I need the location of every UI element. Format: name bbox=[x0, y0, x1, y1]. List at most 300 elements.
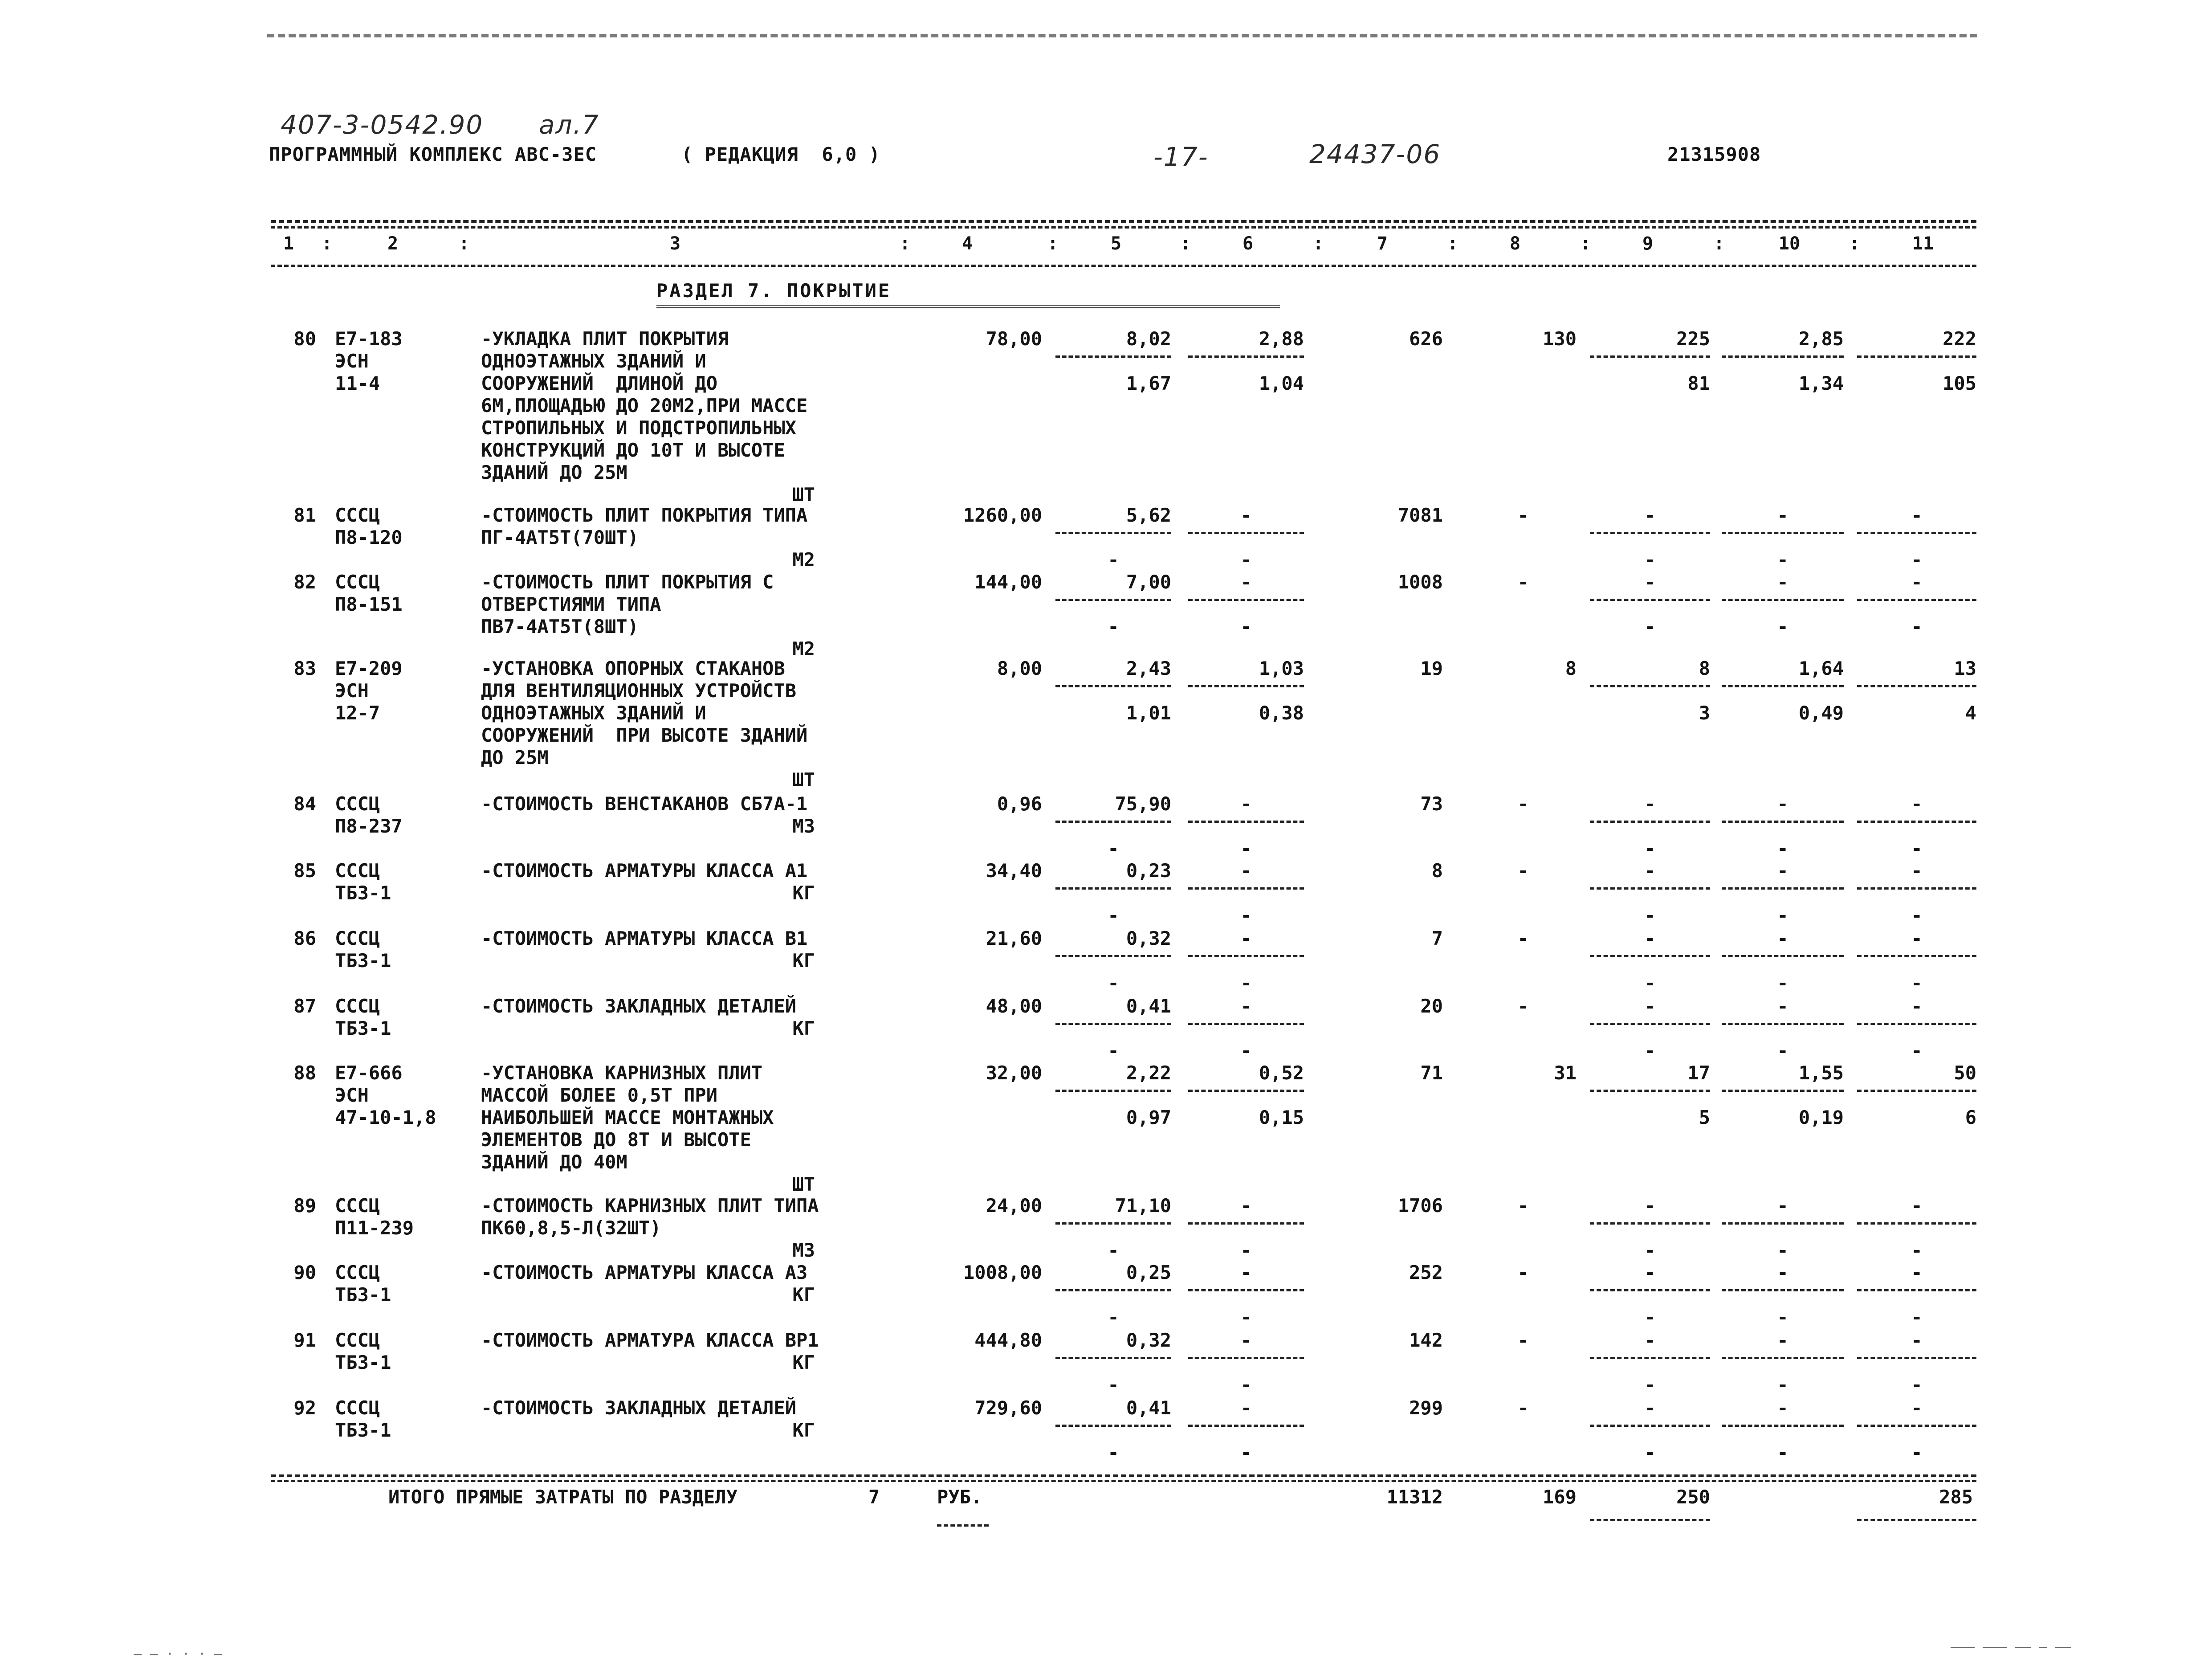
row-col10-divider bbox=[1722, 1222, 1844, 1225]
row-col7: 7081 bbox=[1397, 504, 1443, 526]
row-col6-top: 0,52 bbox=[1259, 1062, 1304, 1084]
total-col8: 169 bbox=[1543, 1486, 1577, 1508]
row-code-line: П11-239 bbox=[335, 1217, 414, 1239]
row-col10-bottom: - bbox=[1777, 972, 1788, 994]
row-col10-top: - bbox=[1777, 1397, 1788, 1419]
row-col6-top: - bbox=[1240, 1397, 1252, 1419]
row-col11-bottom: - bbox=[1911, 1306, 1923, 1328]
handwritten-album: ал.7 bbox=[539, 110, 599, 140]
row-col5-top: 2,22 bbox=[1126, 1062, 1171, 1084]
row-col9-divider bbox=[1590, 1090, 1710, 1092]
row-col10-bottom: 0,19 bbox=[1798, 1107, 1844, 1128]
handwritten-page-number: -17- bbox=[1153, 142, 1209, 172]
row-col11-bottom: - bbox=[1911, 1040, 1923, 1062]
row-col9-divider bbox=[1590, 1222, 1710, 1225]
table-top-rule-2 bbox=[271, 226, 1976, 229]
row-col9-divider bbox=[1590, 955, 1710, 957]
row-description-line: ЗДАНИЙ ДО 25М bbox=[481, 461, 627, 483]
row-col7: 252 bbox=[1409, 1262, 1443, 1283]
row-col6-top: - bbox=[1240, 793, 1252, 815]
row-col9-bottom: 5 bbox=[1699, 1107, 1710, 1128]
row-col6-bottom: - bbox=[1240, 904, 1252, 926]
row-col7: 7 bbox=[1431, 927, 1443, 949]
row-col9-bottom: 81 bbox=[1687, 372, 1710, 394]
row-col6-bottom: - bbox=[1240, 1441, 1252, 1463]
row-col5-divider bbox=[1055, 532, 1171, 534]
row-description-line: -СТОИМОСТЬ АРМАТУРЫ КЛАССА В1 bbox=[481, 927, 808, 949]
row-description-line: СТРОПИЛЬНЫХ И ПОДСТРОПИЛЬНЫХ bbox=[481, 417, 797, 439]
row-col10-top: - bbox=[1777, 504, 1788, 526]
row-col9-bottom: - bbox=[1644, 1306, 1656, 1328]
row-col11-divider bbox=[1857, 1357, 1976, 1359]
row-description-line: ОДНОЭТАЖНЫХ ЗДАНИЙ И bbox=[481, 350, 706, 372]
row-col5-bottom: - bbox=[1108, 904, 1119, 926]
total-rule bbox=[271, 1474, 1976, 1477]
row-col9-top: - bbox=[1644, 927, 1656, 949]
row-col11-bottom: - bbox=[1911, 616, 1923, 637]
row-col8: 8 bbox=[1565, 657, 1577, 679]
row-col5-bottom: - bbox=[1108, 1441, 1119, 1463]
row-col10-divider bbox=[1722, 821, 1844, 823]
row-quantity: 32,00 bbox=[986, 1062, 1042, 1084]
row-col11-top: - bbox=[1911, 1195, 1923, 1217]
row-description bbox=[481, 1195, 819, 1239]
row-code bbox=[335, 1195, 414, 1239]
row-col10-top: 2,85 bbox=[1798, 328, 1844, 350]
row-col10-divider bbox=[1722, 532, 1844, 534]
row-col6-top: - bbox=[1240, 995, 1252, 1017]
row-unit: ШТ bbox=[792, 769, 815, 791]
row-col11-divider bbox=[1857, 685, 1976, 687]
column-separator: : bbox=[1047, 233, 1059, 254]
row-number: 82 bbox=[293, 571, 316, 593]
row-code-line: СССЦ bbox=[335, 1397, 380, 1419]
row-number: 83 bbox=[293, 657, 316, 679]
row-code-line: 47-10-1,8 bbox=[335, 1107, 436, 1128]
row-description-line: НАИБОЛЬШЕЙ МАССЕ МОНТАЖНЫХ bbox=[481, 1107, 774, 1128]
row-col9-top: - bbox=[1644, 793, 1656, 815]
row-unit: КГ bbox=[792, 1419, 815, 1441]
column-header: 10 bbox=[1778, 233, 1801, 254]
document-code: 21315908 bbox=[1667, 143, 1761, 165]
row-description bbox=[481, 571, 774, 638]
row-col8: 31 bbox=[1554, 1062, 1577, 1084]
row-col5-bottom: - bbox=[1108, 972, 1119, 994]
row-col5-divider bbox=[1055, 355, 1171, 358]
total-col7: 11312 bbox=[1386, 1486, 1443, 1508]
row-quantity: 21,60 bbox=[986, 927, 1042, 949]
row-description-line: -СТОИМОСТЬ АРМАТУРЫ КЛАССА А3 bbox=[481, 1262, 808, 1283]
column-separator: : bbox=[459, 233, 470, 254]
row-col5-top: 0,32 bbox=[1126, 1329, 1171, 1351]
row-col9-bottom: - bbox=[1644, 904, 1656, 926]
row-code-line: СССЦ bbox=[335, 504, 380, 526]
row-col11-top: 50 bbox=[1954, 1062, 1976, 1084]
row-col10-top: - bbox=[1777, 927, 1788, 949]
row-col9-top: - bbox=[1644, 1329, 1656, 1351]
row-col11-top: - bbox=[1911, 860, 1923, 882]
row-col5-top: 0,25 bbox=[1126, 1262, 1171, 1283]
row-code-line: ТБ3-1 bbox=[335, 1284, 391, 1306]
row-code-line: Е7-209 bbox=[335, 657, 403, 679]
total-currency: РУБ. bbox=[937, 1486, 982, 1508]
row-col6-top: - bbox=[1240, 571, 1252, 593]
row-col5-top: 0,32 bbox=[1126, 927, 1171, 949]
column-header: 6 bbox=[1242, 233, 1254, 254]
row-quantity: 144,00 bbox=[974, 571, 1042, 593]
row-col11-divider bbox=[1857, 1289, 1976, 1291]
row-code-line: СССЦ bbox=[335, 927, 380, 949]
row-col11-divider bbox=[1857, 1425, 1976, 1427]
row-description bbox=[481, 860, 807, 882]
row-col11-divider bbox=[1857, 1090, 1976, 1092]
row-col10-divider bbox=[1722, 685, 1844, 687]
row-col7: 73 bbox=[1420, 793, 1443, 815]
row-code bbox=[335, 995, 391, 1040]
row-col10-bottom: - bbox=[1777, 1441, 1788, 1463]
row-col7: 299 bbox=[1409, 1397, 1443, 1419]
row-col9-divider bbox=[1590, 1023, 1710, 1025]
row-col8: 130 bbox=[1543, 328, 1577, 350]
row-number: 90 bbox=[293, 1262, 316, 1283]
row-col5-divider bbox=[1055, 1090, 1171, 1092]
row-code-line: ЭСН bbox=[335, 1084, 369, 1106]
row-col10-bottom: - bbox=[1777, 549, 1788, 571]
row-col9-top: 8 bbox=[1699, 657, 1710, 679]
row-description-line: ДО 25М bbox=[481, 747, 549, 768]
row-description-line: ПВ7-4АТ5Т(8ШТ) bbox=[481, 616, 639, 637]
row-col9-bottom: - bbox=[1644, 972, 1656, 994]
row-col11-bottom: 105 bbox=[1943, 372, 1976, 394]
row-col7: 1706 bbox=[1397, 1195, 1443, 1217]
row-col6-top: - bbox=[1240, 504, 1252, 526]
row-code-line: П8-151 bbox=[335, 593, 403, 615]
row-col5-bottom: - bbox=[1108, 837, 1119, 859]
row-col6-bottom: 0,15 bbox=[1259, 1107, 1304, 1128]
row-col10-divider bbox=[1722, 1023, 1844, 1025]
row-col6-bottom: - bbox=[1240, 1306, 1252, 1328]
row-code-line: ТБ3-1 bbox=[335, 882, 391, 904]
row-description-line: -СТОИМОСТЬ АРМАТУРА КЛАССА ВР1 bbox=[481, 1329, 819, 1351]
row-unit: КГ bbox=[792, 950, 815, 972]
column-header: 2 bbox=[387, 233, 399, 254]
row-code-line: ТБ3-1 bbox=[335, 1419, 391, 1441]
row-description-line: -СТОИМОСТЬ ЗАКЛАДНЫХ ДЕТАЛЕЙ bbox=[481, 995, 797, 1017]
row-col9-divider bbox=[1590, 821, 1710, 823]
row-col8: - bbox=[1517, 1195, 1529, 1217]
row-code-line: Е7-183 bbox=[335, 328, 403, 350]
row-col10-divider bbox=[1722, 1090, 1844, 1092]
row-col8: - bbox=[1517, 927, 1529, 949]
row-code bbox=[335, 571, 403, 616]
row-col5-bottom: - bbox=[1108, 1374, 1119, 1396]
row-col10-top: 1,64 bbox=[1798, 657, 1844, 679]
row-col6-divider bbox=[1188, 887, 1304, 890]
row-code-line: ТБ3-1 bbox=[335, 950, 391, 972]
row-col7: 626 bbox=[1409, 328, 1443, 350]
row-col9-divider bbox=[1590, 599, 1710, 601]
column-separator: : bbox=[1180, 233, 1191, 254]
row-col6-bottom: - bbox=[1240, 837, 1252, 859]
total-section-number: 7 bbox=[868, 1486, 880, 1508]
row-col7: 8 bbox=[1431, 860, 1443, 882]
row-col11-top: - bbox=[1911, 1397, 1923, 1419]
handwritten-doc-code: 407-3-0542.90 bbox=[281, 110, 484, 140]
row-code-line: ТБ3-1 bbox=[335, 1352, 391, 1373]
row-col10-divider bbox=[1722, 355, 1844, 358]
row-col11-top: - bbox=[1911, 1262, 1923, 1283]
row-description-line: ЗДАНИЙ ДО 40М bbox=[481, 1151, 627, 1173]
row-quantity: 78,00 bbox=[986, 328, 1042, 350]
row-col6-divider bbox=[1188, 821, 1304, 823]
row-number: 88 bbox=[293, 1062, 316, 1084]
row-col5-top: 75,90 bbox=[1115, 793, 1171, 815]
section-title: РАЗДЕЛ 7. ПОКРЫТИЕ bbox=[656, 280, 892, 302]
row-col6-top: - bbox=[1240, 860, 1252, 882]
row-col11-top: - bbox=[1911, 927, 1923, 949]
row-number: 80 bbox=[293, 328, 316, 350]
row-code-line: П8-120 bbox=[335, 527, 403, 548]
row-quantity: 48,00 bbox=[986, 995, 1042, 1017]
row-unit: М2 bbox=[792, 638, 815, 660]
row-col10-divider bbox=[1722, 1289, 1844, 1291]
row-description-line: ОТВЕРСТИЯМИ ТИПА bbox=[481, 593, 661, 615]
row-number: 92 bbox=[293, 1397, 316, 1419]
row-col11-top: - bbox=[1911, 995, 1923, 1017]
row-col10-bottom: - bbox=[1777, 1040, 1788, 1062]
column-separator: : bbox=[1714, 233, 1725, 254]
handwritten-number: 24437-06 bbox=[1309, 139, 1441, 169]
row-col9-divider bbox=[1590, 355, 1710, 358]
row-code bbox=[335, 504, 403, 549]
row-col8: - bbox=[1517, 1397, 1529, 1419]
row-unit: КГ bbox=[792, 1284, 815, 1306]
row-col9-divider bbox=[1590, 1289, 1710, 1291]
row-number: 84 bbox=[293, 793, 316, 815]
total-label: ИТОГО ПРЯМЫЕ ЗАТРАТЫ ПО РАЗДЕЛУ bbox=[388, 1486, 737, 1508]
row-description bbox=[481, 504, 807, 549]
row-col11-bottom: - bbox=[1911, 1239, 1923, 1261]
row-col11-bottom: - bbox=[1911, 549, 1923, 571]
row-col11-bottom: - bbox=[1911, 837, 1923, 859]
row-col5-bottom: - bbox=[1108, 1239, 1119, 1261]
row-number: 89 bbox=[293, 1195, 316, 1217]
program-name: ПРОГРАММНЫЙ КОМПЛЕКС АВС-3ЕС bbox=[269, 143, 597, 165]
row-col9-divider bbox=[1590, 1357, 1710, 1359]
program-edition: ( РЕДАКЦИЯ 6,0 ) bbox=[681, 143, 880, 165]
row-quantity: 729,60 bbox=[974, 1397, 1042, 1419]
row-description-line: ПГ-4АТ5Т(70ШТ) bbox=[481, 527, 639, 548]
row-code-line: ЭСН bbox=[335, 680, 369, 702]
row-description bbox=[481, 657, 807, 769]
column-header-rule bbox=[271, 265, 1976, 267]
row-code bbox=[335, 793, 403, 837]
row-col5-top: 0,23 bbox=[1126, 860, 1171, 882]
row-col6-bottom: - bbox=[1240, 972, 1252, 994]
row-col11-bottom: - bbox=[1911, 972, 1923, 994]
row-description bbox=[481, 793, 807, 815]
row-col6-divider bbox=[1188, 1357, 1304, 1359]
row-col5-divider bbox=[1055, 1222, 1171, 1225]
row-col11-top: - bbox=[1911, 504, 1923, 526]
row-col11-divider bbox=[1857, 887, 1976, 890]
row-description-line: -СТОИМОСТЬ КАРНИЗНЫХ ПЛИТ ТИПА bbox=[481, 1195, 819, 1217]
row-code bbox=[335, 1329, 391, 1374]
row-code bbox=[335, 860, 391, 904]
column-separator: : bbox=[1447, 233, 1458, 254]
row-code-line: Е7-666 bbox=[335, 1062, 403, 1084]
row-col11-divider bbox=[1857, 1023, 1976, 1025]
row-col9-divider bbox=[1590, 532, 1710, 534]
row-col10-top: - bbox=[1777, 995, 1788, 1017]
row-col7: 20 bbox=[1420, 995, 1443, 1017]
row-col6-divider bbox=[1188, 955, 1304, 957]
row-code bbox=[335, 657, 403, 724]
row-unit: М2 bbox=[792, 549, 815, 571]
row-code-line: 11-4 bbox=[335, 372, 380, 394]
row-col9-bottom: - bbox=[1644, 1441, 1656, 1463]
row-col9-top: - bbox=[1644, 860, 1656, 882]
row-col11-divider bbox=[1857, 821, 1976, 823]
row-col11-divider bbox=[1857, 1222, 1976, 1225]
row-col6-top: 2,88 bbox=[1259, 328, 1304, 350]
row-col11-top: - bbox=[1911, 571, 1923, 593]
row-col8: - bbox=[1517, 860, 1529, 882]
row-description-line: -УКЛАДКА ПЛИТ ПОКРЫТИЯ bbox=[481, 328, 729, 350]
row-description bbox=[481, 1329, 819, 1352]
section-underline bbox=[656, 304, 1280, 309]
row-col6-bottom: - bbox=[1240, 1374, 1252, 1396]
column-header: 11 bbox=[1912, 233, 1934, 254]
column-separator: : bbox=[322, 233, 333, 254]
bottom-edge-mark: ——— ——— —— — —— bbox=[1951, 1639, 2071, 1655]
row-col11-top: 13 bbox=[1954, 657, 1976, 679]
row-col6-top: - bbox=[1240, 1195, 1252, 1217]
row-col6-divider bbox=[1188, 599, 1304, 601]
row-col5-divider bbox=[1055, 685, 1171, 687]
row-col9-top: - bbox=[1644, 1195, 1656, 1217]
row-col6-top: 1,03 bbox=[1259, 657, 1304, 679]
row-unit: ШТ bbox=[792, 1173, 815, 1195]
row-description-line: ОДНОЭТАЖНЫХ ЗДАНИЙ И bbox=[481, 702, 706, 724]
row-quantity: 24,00 bbox=[986, 1195, 1042, 1217]
row-col6-divider bbox=[1188, 1289, 1304, 1291]
row-description-line: -СТОИМОСТЬ АРМАТУРЫ КЛАССА А1 bbox=[481, 860, 808, 882]
column-separator: : bbox=[900, 233, 911, 254]
row-col8: - bbox=[1517, 1329, 1529, 1351]
row-col10-divider bbox=[1722, 599, 1844, 601]
row-description bbox=[481, 1397, 796, 1419]
row-col9-bottom: - bbox=[1644, 1374, 1656, 1396]
row-col10-bottom: - bbox=[1777, 837, 1788, 859]
column-separator: : bbox=[1580, 233, 1591, 254]
row-code-line: СССЦ bbox=[335, 793, 380, 815]
row-description-line: -СТОИМОСТЬ ПЛИТ ПОКРЫТИЯ С bbox=[481, 571, 774, 593]
row-col5-top: 2,43 bbox=[1126, 657, 1171, 679]
row-col6-bottom: 1,04 bbox=[1259, 372, 1304, 394]
row-col9-top: 225 bbox=[1676, 328, 1710, 350]
row-col8: - bbox=[1517, 1262, 1529, 1283]
column-header: 4 bbox=[961, 233, 973, 254]
row-description-line: ЭЛЕМЕНТОВ ДО 8Т И ВЫСОТЕ bbox=[481, 1129, 751, 1151]
row-col5-top: 71,10 bbox=[1115, 1195, 1171, 1217]
row-quantity: 34,40 bbox=[986, 860, 1042, 882]
row-unit: КГ bbox=[792, 1017, 815, 1039]
row-col6-bottom: - bbox=[1240, 1040, 1252, 1062]
row-col11-bottom: 6 bbox=[1965, 1107, 1976, 1128]
row-col7: 71 bbox=[1420, 1062, 1443, 1084]
row-col9-bottom: - bbox=[1644, 549, 1656, 571]
row-col8: - bbox=[1517, 793, 1529, 815]
row-col5-top: 0,41 bbox=[1126, 995, 1171, 1017]
row-col8: - bbox=[1517, 504, 1529, 526]
row-description-line: СООРУЖЕНИЙ ДЛИНОЙ ДО bbox=[481, 372, 718, 394]
row-code-line: СССЦ bbox=[335, 571, 380, 593]
bottom-edge-mark: — — · · · — bbox=[134, 1646, 222, 1662]
row-col5-divider bbox=[1055, 887, 1171, 890]
row-col9-bottom: 3 bbox=[1699, 702, 1710, 724]
row-col6-divider bbox=[1188, 1222, 1304, 1225]
row-col10-bottom: - bbox=[1777, 1239, 1788, 1261]
row-quantity: 444,80 bbox=[974, 1329, 1042, 1351]
row-col10-divider bbox=[1722, 887, 1844, 890]
row-quantity: 8,00 bbox=[997, 657, 1042, 679]
row-description bbox=[481, 1262, 807, 1284]
row-description bbox=[481, 328, 807, 484]
row-code bbox=[335, 1062, 436, 1129]
row-number: 91 bbox=[293, 1329, 316, 1351]
row-col5-bottom: - bbox=[1108, 1040, 1119, 1062]
row-col9-divider bbox=[1590, 1425, 1710, 1427]
row-col5-bottom: 1,01 bbox=[1126, 702, 1171, 724]
total-col9: 250 bbox=[1676, 1486, 1710, 1508]
row-quantity: 0,96 bbox=[997, 793, 1042, 815]
row-col10-divider bbox=[1722, 1357, 1844, 1359]
row-col5-divider bbox=[1055, 1425, 1171, 1427]
row-col9-top: 17 bbox=[1687, 1062, 1710, 1084]
row-col9-bottom: - bbox=[1644, 1040, 1656, 1062]
row-code bbox=[335, 1262, 391, 1306]
row-col6-divider bbox=[1188, 532, 1304, 534]
row-col6-top: - bbox=[1240, 927, 1252, 949]
row-col5-top: 5,62 bbox=[1126, 504, 1171, 526]
row-col6-top: - bbox=[1240, 1262, 1252, 1283]
row-col10-top: - bbox=[1777, 1329, 1788, 1351]
row-col5-divider bbox=[1055, 1357, 1171, 1359]
row-col6-bottom: - bbox=[1240, 549, 1252, 571]
row-quantity: 1008,00 bbox=[963, 1262, 1042, 1283]
row-col6-bottom: - bbox=[1240, 616, 1252, 637]
row-col10-top: - bbox=[1777, 1262, 1788, 1283]
row-col6-bottom: 0,38 bbox=[1259, 702, 1304, 724]
row-col11-divider bbox=[1857, 599, 1976, 601]
row-col5-divider bbox=[1055, 821, 1171, 823]
row-col7: 1008 bbox=[1397, 571, 1443, 593]
row-col5-bottom: - bbox=[1108, 1306, 1119, 1328]
row-col11-bottom: - bbox=[1911, 1441, 1923, 1463]
row-col10-divider bbox=[1722, 1425, 1844, 1427]
row-col6-divider bbox=[1188, 1023, 1304, 1025]
column-header: 5 bbox=[1110, 233, 1122, 254]
row-col11-top: - bbox=[1911, 793, 1923, 815]
row-code bbox=[335, 328, 403, 395]
row-code-line: СССЦ bbox=[335, 860, 380, 882]
row-col10-top: - bbox=[1777, 793, 1788, 815]
row-code-line: СССЦ bbox=[335, 1262, 380, 1283]
row-col10-top: 1,55 bbox=[1798, 1062, 1844, 1084]
row-description bbox=[481, 1062, 774, 1173]
row-unit: КГ bbox=[792, 1352, 815, 1373]
